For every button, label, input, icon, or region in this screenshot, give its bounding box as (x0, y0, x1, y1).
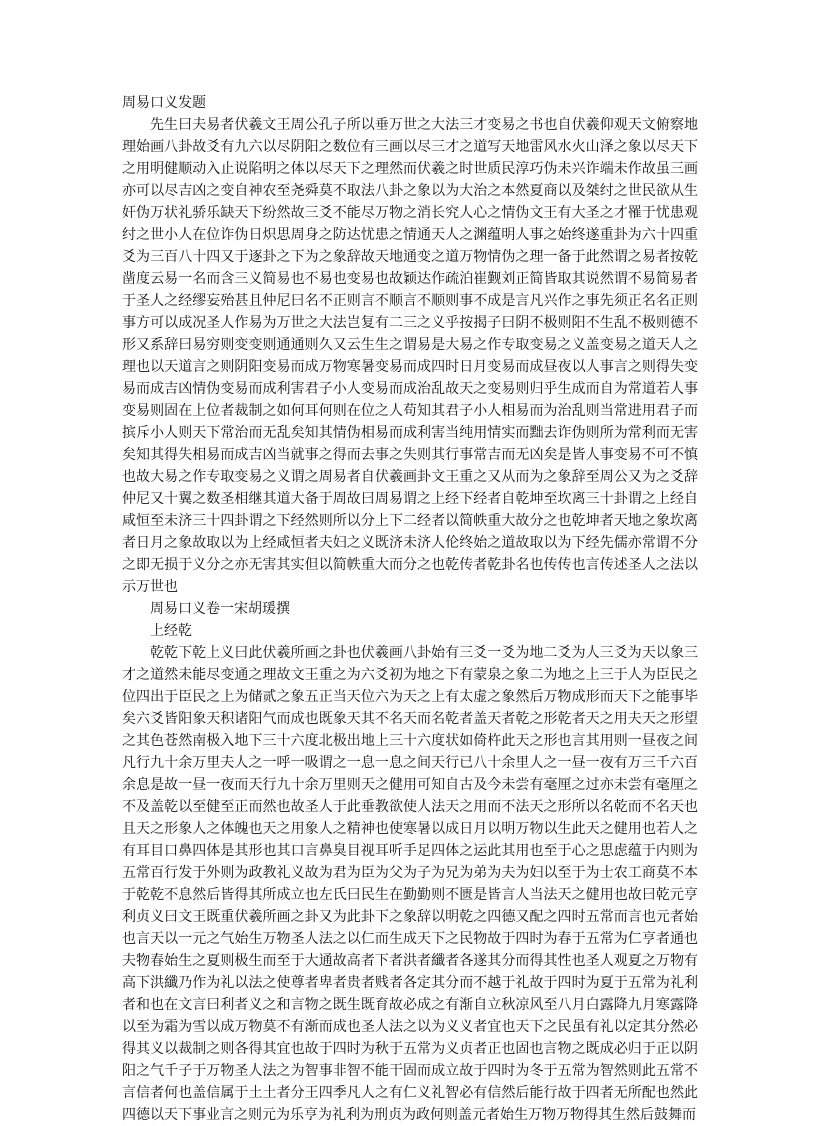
volume-heading: 周易口义卷一宋胡瑗撰 (150, 601, 290, 617)
body-paragraph: 乾乾下乾上义曰此伏羲所画之卦也伏羲画八卦始有三爻一爻为地二爻为人三爻为天以象三才之道然未能尽变通之理故文王重之为六爻初为地之下有蒙泉之象二为地之上三于人为臣民之位四出于臣民之上为储贰之象五正当天位六为天之上有太虚之象然后万物成形而天下之能事毕矣六爻皆阳象天积诸阳气而成也既象天其不名天而名乾者盖天者乾之形乾者天之用夫天之形望之其色苍然南极入地下三十六度北极出地上三十六度状如倚杵此天之形也言其用则一昼夜之间凡行九十余万里夫人之一呼一吸谓之一息一息之间天行已八十余里人之一昼一夜有万三千六百余息是故一昼一夜而天行九十余万里则天之健用可知自古及今未尝有毫厘之过亦未尝有毫厘之不及盖乾以至健至正而然也故圣人于此垂教欲使人法天之用而不法天之形所以名乾而不名天也且天之形象人之体魄也天之用象人之精神也使寒暑以成日月以明万物以生此天之健用也若人之有耳目口鼻四体是其形也其口言鼻臭目视耳听手足四体之运此其用也至于心之思虑蕴于内则为五常百行发于外则为政教礼义故为君为臣为父为子为兄为弟为夫为妇以至于为士农工商莫不本于乾乾不息然后皆得其所成立也左氏曰民生在勤勤则不匮是皆言人当法天之健用也故曰乾元亨利贞义曰文王既重伏羲所画之卦又为此卦下之象辞以明乾之四德又配之四时五常而言也元者始也言天以一元之气始生万物圣人法之以仁而生成天下之民物故于四时为春于五常为仁亨者通也夫物春始生之夏则极生而至于大通故高者下者洪者纖者各遂其分而得其性也圣人观夏之万物有高下洪纖乃作为礼以法之使尊者卑者贵者贱者各定其分而不越于礼故于四时为夏于五常为礼利者和也在文言曰利者义之和言物之既生既育故必成之有渐自立秋凉风至八月白露降九月寒露降以至为霜为雪以成万物莫不有渐而成也圣人法之以为义义者宜也天下之民虽有礼以定其分然必得其义以裁制之则各得其宜也故于四时为秋于五常为义贞者正也固也言物之既成必归于正以阴阳之气千子于万物圣人法之为智事非智不能干固而成立故于四时为冬于五常为智然则此五常不言信者何也盖信属于土土者分王四季凡人之有仁义礼智必有信然后能行故于四者无所配也然此四德以天下事业言之则元为乐亨为礼利为刑贞为政何则盖元者始生万物万物得其生然后鼓舞而 (122, 645, 698, 1123)
preface-paragraph: 先生曰夫易者伏羲文王周公孔子所以垂万世之大法三才变易之书也自伏羲仰观天文俯察地理始画八卦故爻有九六以尽阴阳之数位有三画以尽三才之道写天地雷风水火山泽之象以尽天下之用明健顺动入止说陷明之体以尽天下之理然而伏羲之时世质民淳巧伪未兴诈端未作故虽三画亦可以尽吉凶之变自神农至尧舜莫不取法八卦之象以为大治之本然夏商以及桀纣之世民欲从生奸伪万状礼骄乐缺天下纷然故三爻不能尽万物之消长究人心之情伪文王有大圣之才罹于忧患观纣之世小人在位诈伪日炽思周身之防达忧患之情通天人之渊蕴明人事之始终遂重卦为六十四重爻为三百八十四又于逐卦之下为之象辞故天地通变之道万物情伪之理一备于此然谓之易者按乾凿度云易一名而含三义简易也不易也变易也故颖达作疏泊崔觐刘正简皆取其说然谓不易简易者于圣人之经缪妄殆甚且仲尼曰名不正则言不顺言不顺则事不成是言凡兴作之事先须正名名正则事方可以成况圣人作易为万世之大法岂复有二三之义乎按揭子曰阴不极则阳不生乱不极则德不形又系辞曰易穷则变变则通通则久又云生生之谓易是大易之作专取变易之义盖变易之道天人之理也以天道言之则阴阳变易而成万物寒暑变易而成四时日月变易而成昼夜以人事言之则得失变易而成吉凶情伪变易而成利害君子小人变易而成治乱故天之变易则归乎生成而自为常道若人事变易则固在上位者裁制之如何耳何则在位之人苟知其君子小人相易而为治乱则当常进用君子而摈斥小人则天下常治而无乱矣知其情伪相易而成利害当纯用情实而黜去诈伪则所为常利而无害矣知其得失相易而成吉凶当就事之得而去事之失则其行事常吉而无凶矣是皆人事变易不可不慎也故大易之作专取变易之义谓之周易者自伏羲画卦文王重之又从而为之象辞至周公又为之爻辞仲尼又十翼之数圣相继其道大备于周故曰周易谓之上经下经者自乾坤至坎离三十卦谓之上经自咸恒至未济三十四卦谓之下经然则所以分上下二经者以简帙重大故分之也乾坤者天地之象坎离者日月之象故取以为上经咸恒者夫妇之义既济未济人伦终始之道故取以为下经先儒亦常谓不分之即无损于义分之亦无害其实但以简帙重大而分之也乾传者乾卦名也传传也言传述圣人之法以示万世也 (122, 117, 698, 595)
document-title: 周易口义发题 (122, 95, 206, 111)
section-heading: 上经乾 (150, 623, 192, 639)
